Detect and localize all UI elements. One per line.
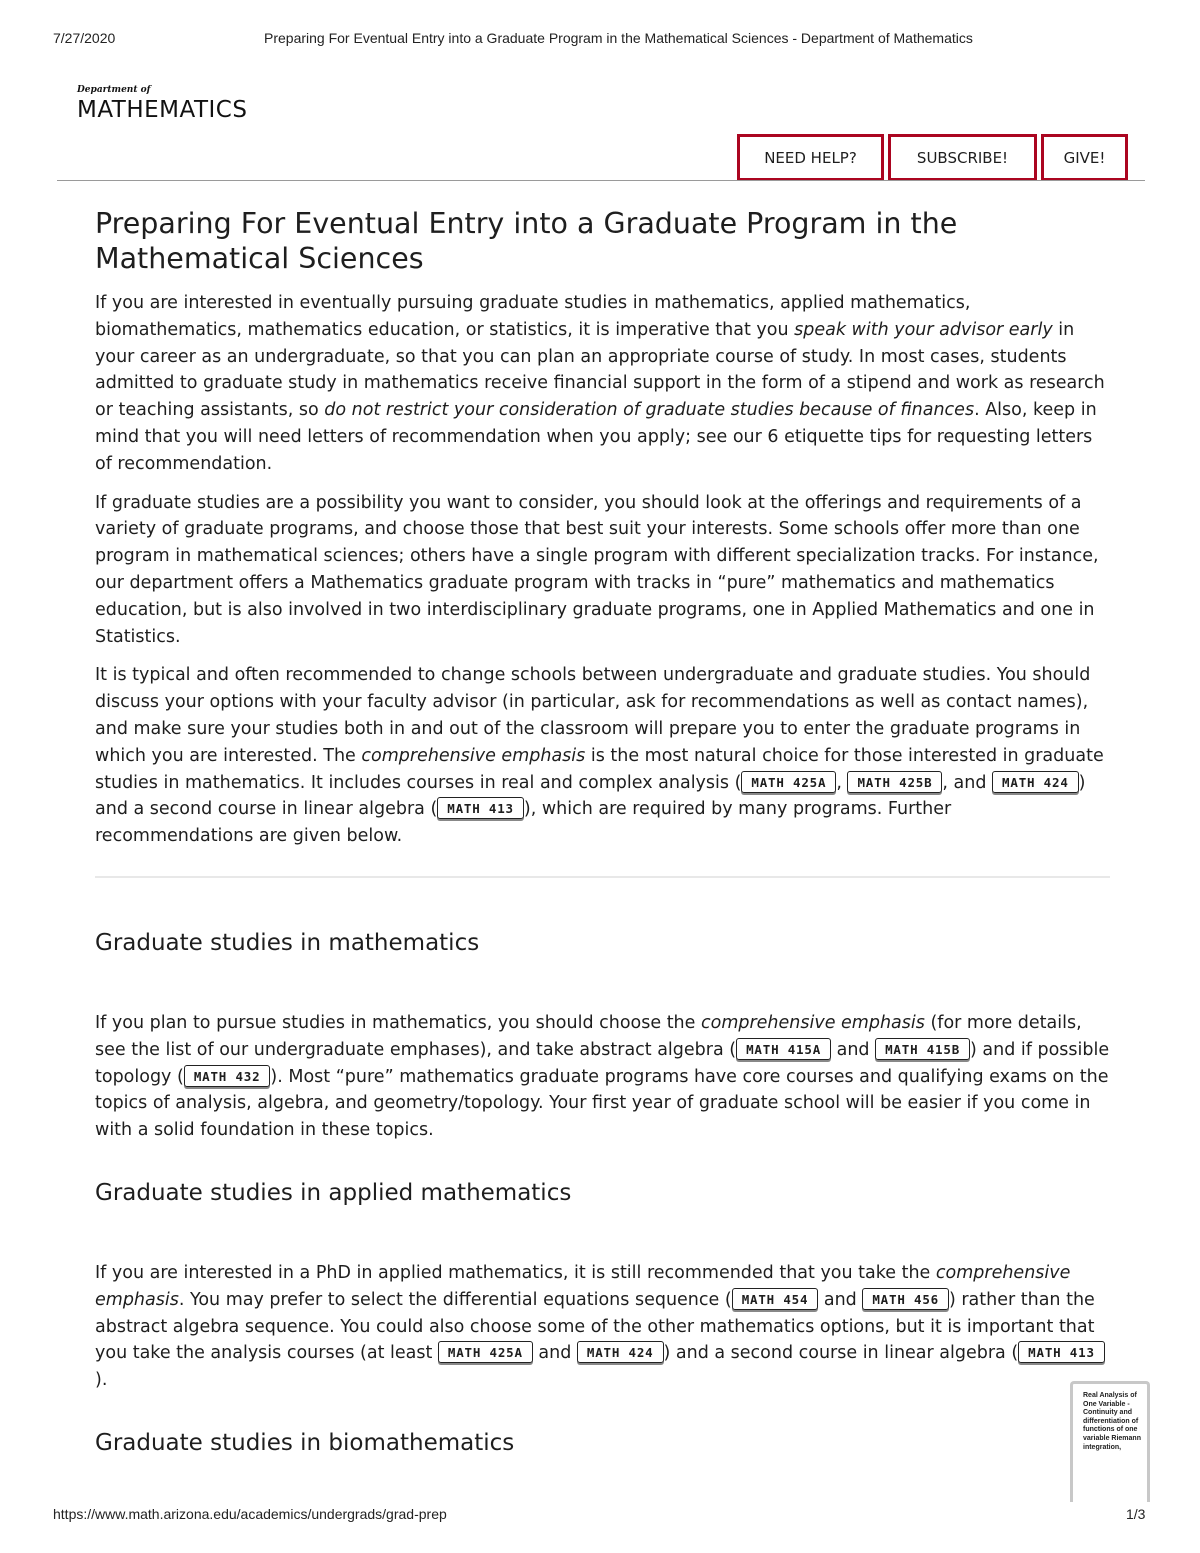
print-title: Preparing For Eventual Entry into a Graduate Program in the Mathematical Sciences - Department of Mathematics (264, 30, 973, 46)
course-badge-math-432[interactable]: MATH 432 (184, 1065, 271, 1087)
department-logo[interactable] (77, 85, 247, 123)
course-badge-math-424[interactable]: MATH 424 (577, 1341, 664, 1363)
course-badge-math-425a[interactable]: MATH 425A (741, 771, 836, 793)
give-button[interactable]: GIVE! (1041, 134, 1128, 181)
main-content (95, 206, 1110, 1510)
text-span: and (818, 1289, 863, 1310)
text-span: ) rather than the abstract algebra sequence. You could also choose some of the other mathematics options, but it is important that you take the analysis courses (at least (95, 1289, 1095, 1364)
emphasis-advisor: speak with your advisor early (794, 319, 1053, 340)
text-span: ) and a second course in linear algebra ( (663, 1343, 1019, 1364)
course-badge-math-425b[interactable]: MATH 425B (847, 771, 942, 793)
text-span: (for more details, see the list of our undergraduate emphases), and take abstract algebra ( (95, 1012, 1082, 1060)
intro-paragraph-3 (95, 662, 1110, 850)
section-divider (95, 876, 1110, 878)
text-span: , and (942, 772, 993, 793)
text-span: is the most natural choice for those interested in graduate studies in mathematics. It includes courses in real and complex analysis ( (95, 745, 1104, 793)
text-span: ) and a second course in linear algebra ( (95, 772, 1086, 820)
intro-paragraph-1 (95, 290, 1110, 478)
course-badge-math-424[interactable]: MATH 424 (992, 771, 1079, 793)
text-span: If you are interested in eventually pursuing graduate studies in mathematics, applied mathematics, biomathematics, mathematics education, or statistics, it is imperative that you (95, 293, 971, 340)
course-badge-math-413[interactable]: MATH 413 (1018, 1341, 1105, 1363)
text-span: If you are interested in a PhD in applied mathematics, it is still recommended that you take the (95, 1262, 936, 1283)
course-badge-math-415a[interactable]: MATH 415A (736, 1038, 831, 1060)
course-badge-math-425a[interactable]: MATH 425A (438, 1341, 533, 1363)
course-tooltip (1070, 1381, 1150, 1502)
text-span: ), which are required by many programs. Further recommendations are given below. (95, 799, 952, 847)
print-date: 7/27/2020 (53, 30, 116, 46)
text-span: . Also, keep in mind that you will need letters of recommendation when you apply; see our 6 etiquette tips for requesting letters of recommendation. (95, 400, 1097, 474)
math-paragraph (95, 1010, 1110, 1144)
text-span: It is typical and often recommended to change schools between undergraduate and graduate studies. You should discuss your options with your faculty advisor (in particular, ask for recommendations as well as contact names), and make sure your studies both in and out of the classroom will prepare you to enter the graduate programs in which you are interested. The (95, 665, 1091, 766)
course-badge-math-415b[interactable]: MATH 415B (875, 1038, 970, 1060)
course-badge-math-413[interactable]: MATH 413 (437, 797, 524, 819)
header-divider (57, 180, 1145, 181)
course-badge-math-454[interactable]: MATH 454 (732, 1288, 819, 1310)
print-url[interactable]: https://www.math.arizona.edu/academics/undergrads/grad-prep (53, 1506, 447, 1522)
need-help-button[interactable]: NEED HELP? (737, 134, 884, 181)
text-span: ). Most “pure” mathematics graduate programs have core courses and qualifying exams on the topics of analysis, algebra, and geometry/topology. Your first year of graduate school will be easier if you come in with a solid foundation in these topics. (95, 1066, 1109, 1141)
heading-applied: Graduate studies in applied mathematics (95, 1179, 572, 1206)
text-span: ) and if possible topology ( (95, 1039, 1110, 1087)
page-title: Preparing For Eventual Entry into a Graduate Program in the Mathematical Sciences (95, 207, 958, 275)
text-span: in your career as an undergraduate, so that you can plan an appropriate course of study. In most cases, students admitted to graduate study in mathematics receive financial support in the form of a stipend and work as research or teaching assistants, so (95, 319, 1105, 421)
text-span: and (532, 1343, 577, 1364)
heading-math: Graduate studies in mathematics (95, 929, 480, 956)
course-badge-math-456[interactable]: MATH 456 (862, 1288, 949, 1310)
intro-paragraph-2: If graduate studies are a possibility you want to consider, you should look at the offerings and requirements of a variety of graduate programs, and choose those that best suit your interests. Some schools offer more than one program in mathematical sciences; others have a single program with different specialization tracks. For instance, our department offers a Mathematics graduate program with tracks in “pure” mathematics and mathematics education, but is also involved in two interdisciplinary graduate programs, one in Applied Mathematics and one in Statistics. (95, 492, 1099, 647)
logo-department-of: Department of (77, 85, 151, 95)
emphasis-finances: do not restrict your consideration of graduate studies because of finances (324, 400, 975, 421)
text-span: If you plan to pursue studies in mathematics, you should choose the (95, 1012, 701, 1033)
print-footer (0, 1506, 1200, 1526)
text-span: ). (95, 1370, 108, 1391)
print-page-number: 1/3 (1126, 1506, 1146, 1522)
tooltip-text: Real Analysis of One Variable - Continuity and differentiation of functions of one variable Riemann integration, (1083, 1392, 1141, 1451)
applied-paragraph (95, 1260, 1110, 1394)
text-span: and (831, 1039, 876, 1060)
logo-mathematics: MATHEMATICS (77, 97, 248, 123)
emphasis-comprehensive: comprehensive emphasis (361, 745, 586, 766)
emphasis-comprehensive: comprehensive emphasis (700, 1012, 925, 1033)
subscribe-button[interactable]: SUBSCRIBE! (888, 134, 1037, 181)
print-header (0, 30, 1200, 50)
heading-biomath: Graduate studies in biomathematics (95, 1429, 515, 1456)
text-span: . You may prefer to select the differential equations sequence ( (178, 1289, 732, 1310)
text-span: , (836, 772, 848, 793)
emphasis-comprehensive: comprehensive emphasis (95, 1262, 1071, 1310)
